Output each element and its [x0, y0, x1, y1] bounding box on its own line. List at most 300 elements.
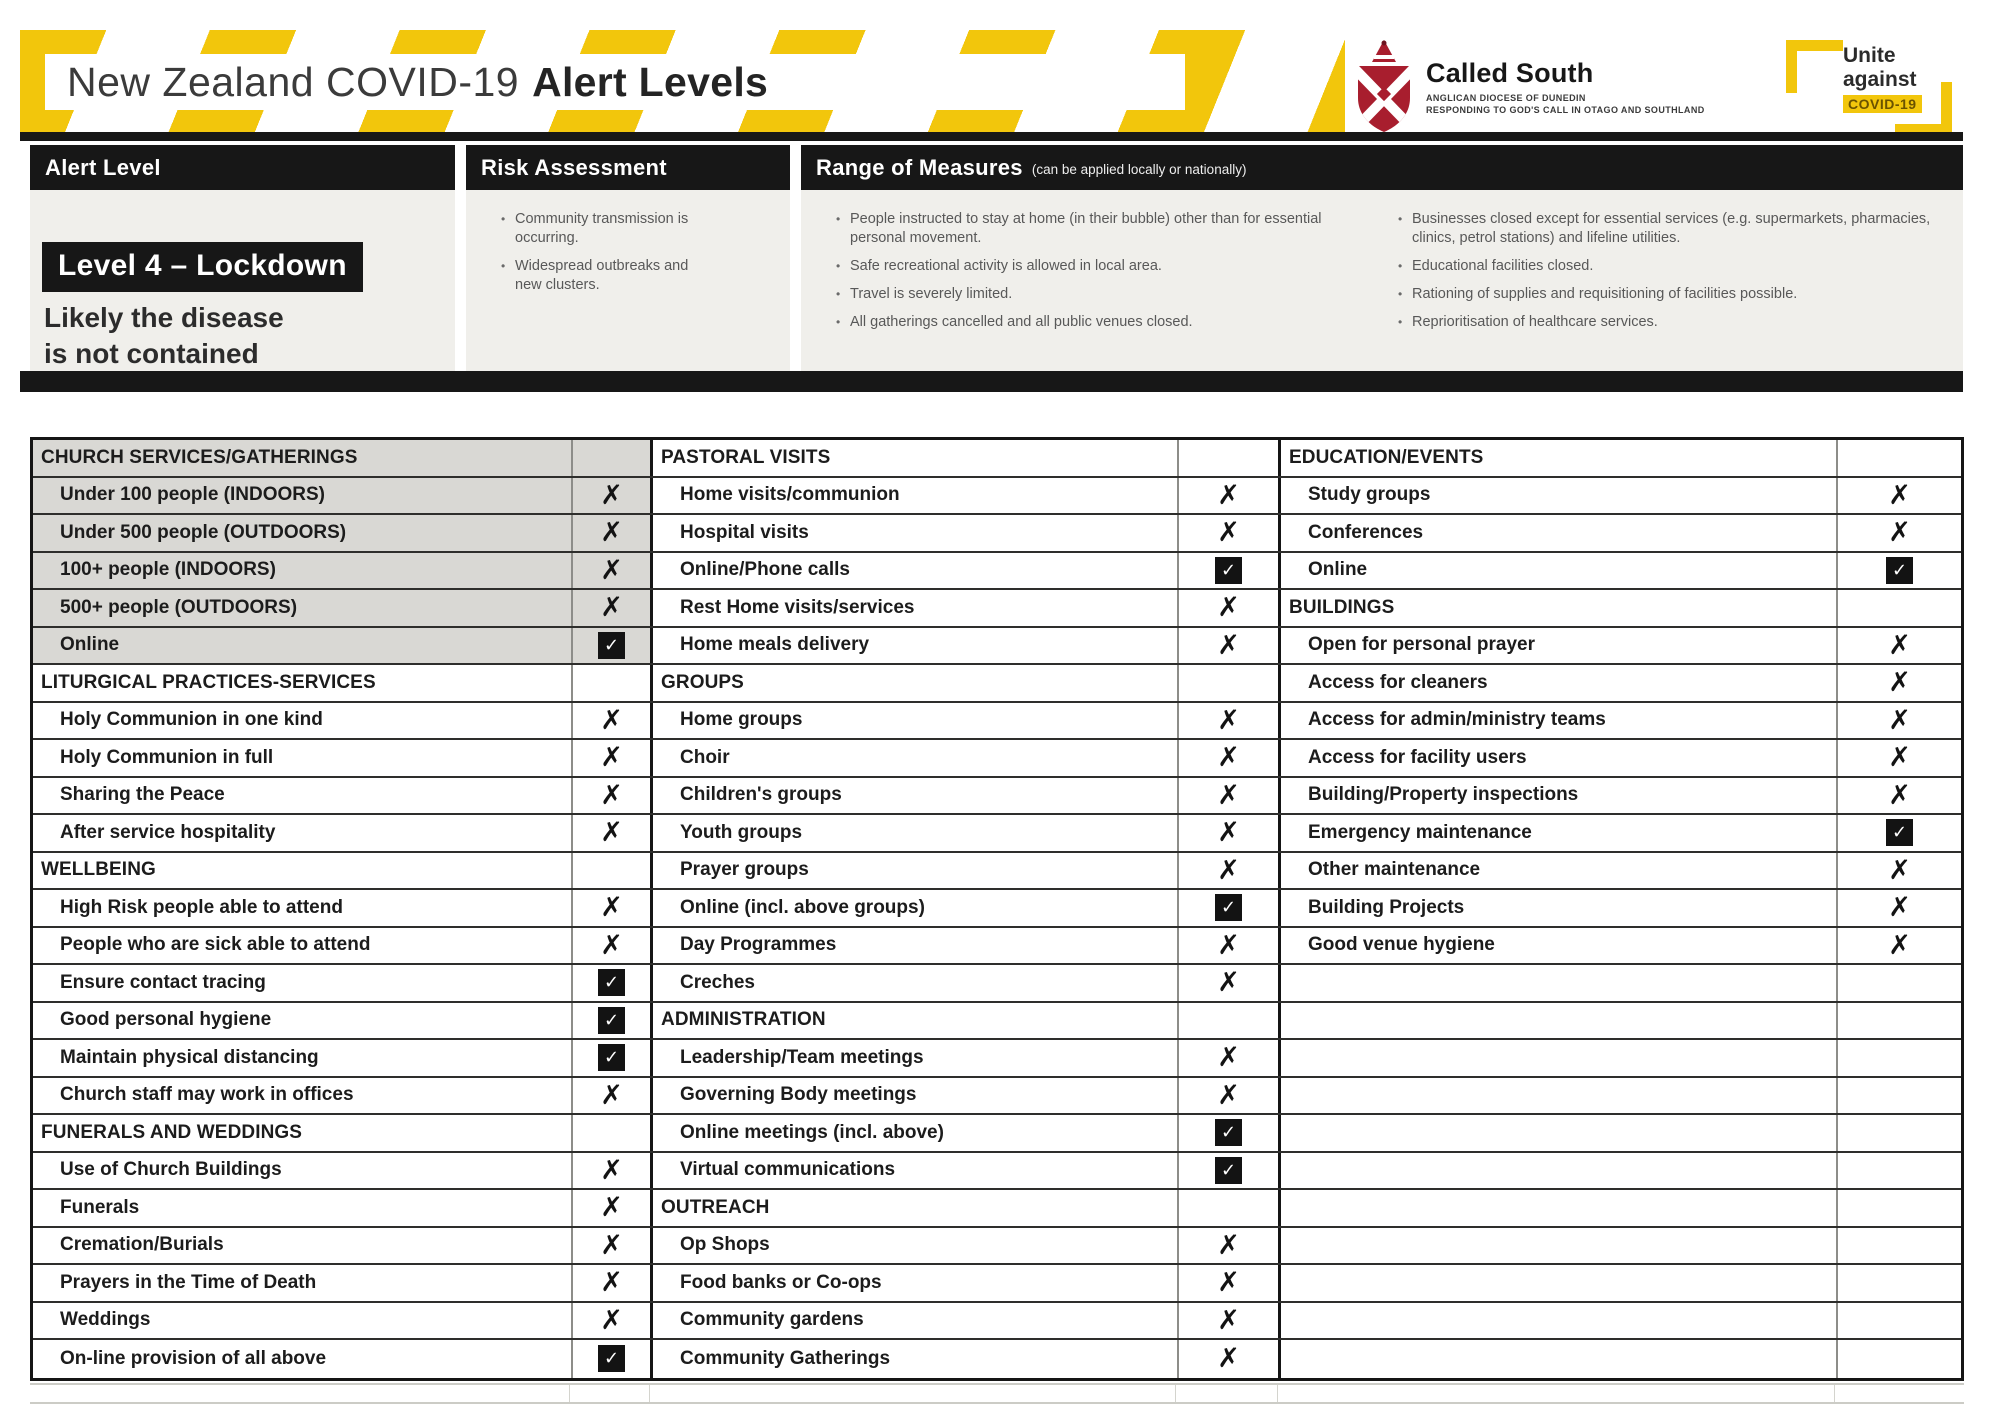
check-mark-icon: ✓: [598, 969, 625, 996]
mark-cell: [573, 665, 653, 701]
table-row: [33, 965, 653, 1003]
table-row: [653, 965, 1281, 1003]
risk-assessment-header-bar: [466, 145, 790, 190]
mark-cell: [1838, 778, 1961, 814]
bullet-item: • All gatherings cancelled and all public venues closed.: [835, 313, 1360, 332]
table-row: [653, 590, 1281, 628]
unite-against-covid-logo: [1786, 40, 1952, 135]
table-section-row: [653, 440, 1281, 478]
mark-cell: [573, 1340, 653, 1378]
table-empty-row: [1281, 1303, 1961, 1341]
table-bottom-fragment: [30, 1383, 1964, 1404]
mark-cell: [573, 553, 653, 589]
called-south-sub1: ANGLICAN DIOCESE OF DUNEDIN: [1426, 93, 1586, 103]
risk-assessment-panel: [466, 190, 790, 371]
mark-cell: [1179, 1228, 1281, 1264]
x-mark-icon: ✗: [1217, 517, 1240, 549]
item-label: Leadership/Team meetings: [653, 1040, 1179, 1076]
check-mark-icon: ✓: [598, 1044, 625, 1071]
table-row: [33, 1190, 653, 1228]
x-mark-icon: ✗: [1217, 1343, 1240, 1375]
item-label: 100+ people (INDOORS): [33, 553, 573, 589]
mark-cell: [1179, 778, 1281, 814]
table-row: [653, 553, 1281, 591]
page-title-regular: New Zealand COVID-19: [67, 58, 520, 105]
item-label: Online: [1281, 553, 1838, 589]
x-mark-icon: ✗: [1217, 1304, 1240, 1336]
x-mark-icon: ✗: [600, 1154, 623, 1186]
mark-cell: [1179, 1078, 1281, 1114]
table-row: [653, 478, 1281, 516]
mark-cell: [1179, 815, 1281, 851]
item-label: Access for cleaners: [1281, 665, 1838, 701]
mark-cell: [1838, 1340, 1961, 1378]
table-row: [1281, 815, 1961, 853]
item-label: Ensure contact tracing: [33, 965, 573, 1001]
alert-level-header-bar: [30, 145, 455, 190]
called-south-sub2: RESPONDING TO GOD'S CALL IN OTAGO AND SOUTHLAND: [1426, 105, 1705, 115]
mark-cell: [573, 853, 653, 889]
item-label: Rest Home visits/services: [653, 590, 1179, 626]
level-description-line2: is not contained: [44, 338, 259, 369]
bullet-item: • Widespread outbreaks and new clusters.: [500, 257, 712, 295]
mark-cell: [573, 703, 653, 739]
table-row: [33, 1265, 653, 1303]
item-label: Sharing the Peace: [33, 778, 573, 814]
item-label: On-line provision of all above: [33, 1340, 573, 1378]
empty-label: [1281, 1115, 1838, 1151]
measures-right-list: [1397, 210, 1947, 341]
item-label: Prayer groups: [653, 853, 1179, 889]
mark-cell: [573, 628, 653, 664]
x-mark-icon: ✗: [600, 479, 623, 511]
item-label: High Risk people able to attend: [33, 890, 573, 926]
mark-cell: [573, 1228, 653, 1264]
range-of-measures-panel: [801, 190, 1963, 371]
table-row: [33, 815, 653, 853]
item-label: Community gardens: [653, 1303, 1179, 1339]
x-mark-icon: ✗: [1217, 479, 1240, 511]
section-title: BUILDINGS: [1281, 590, 1838, 626]
table-row: [1281, 853, 1961, 891]
x-mark-icon: ✗: [1217, 967, 1240, 999]
mark-cell: [1838, 890, 1961, 926]
x-mark-icon: ✗: [600, 1304, 623, 1336]
mark-cell: [1838, 553, 1961, 589]
item-label: Holy Communion in one kind: [33, 703, 573, 739]
mark-cell: [573, 478, 653, 514]
mark-cell: [573, 515, 653, 551]
item-label: After service hospitality: [33, 815, 573, 851]
mark-cell: [1838, 1190, 1961, 1226]
x-mark-icon: ✗: [600, 517, 623, 549]
mark-cell: [573, 815, 653, 851]
mark-cell: [1838, 628, 1961, 664]
item-label: Youth groups: [653, 815, 1179, 851]
mark-cell: [573, 1265, 653, 1301]
x-mark-icon: ✗: [600, 817, 623, 849]
mark-cell: [1179, 1040, 1281, 1076]
x-mark-icon: ✗: [600, 892, 623, 924]
unite-line2: against: [1843, 68, 1917, 91]
table-row: [653, 703, 1281, 741]
table-section-row: [1281, 440, 1961, 478]
called-south-logo: [1352, 38, 1772, 134]
item-label: Community Gatherings: [653, 1340, 1179, 1378]
table-section-row: [33, 665, 653, 703]
x-mark-icon: ✗: [600, 779, 623, 811]
mark-cell: [1179, 1115, 1281, 1151]
table-empty-row: [1281, 1040, 1961, 1078]
table-row: [1281, 928, 1961, 966]
check-mark-icon: ✓: [1886, 557, 1913, 584]
mark-cell: [1838, 1228, 1961, 1264]
x-mark-icon: ✗: [1888, 704, 1911, 736]
table-section-row: [33, 440, 653, 478]
item-label: Home groups: [653, 703, 1179, 739]
check-mark-icon: ✓: [598, 1007, 625, 1034]
range-of-measures-header-label: Range of Measures: [816, 154, 1023, 180]
mark-cell: [573, 1115, 653, 1151]
table-row: [33, 1340, 653, 1378]
mark-cell: [1179, 1340, 1281, 1378]
mark-cell: [1838, 740, 1961, 776]
item-label: Day Programmes: [653, 928, 1179, 964]
table-section-row: [653, 1003, 1281, 1041]
header-stripes: [20, 30, 1345, 134]
x-mark-icon: ✗: [1888, 929, 1911, 961]
mark-cell: [573, 965, 653, 1001]
section-title: ADMINISTRATION: [653, 1003, 1179, 1039]
check-mark-icon: ✓: [598, 632, 625, 659]
divider-bar-top: [20, 132, 1963, 141]
x-mark-icon: ✗: [600, 1079, 623, 1111]
table-row: [33, 928, 653, 966]
mark-cell: [1179, 965, 1281, 1001]
mark-cell: [1179, 1153, 1281, 1189]
section-title: EDUCATION/EVENTS: [1281, 440, 1838, 476]
table-row: [653, 628, 1281, 666]
mark-cell: [573, 1190, 653, 1226]
measures-left-list: [835, 210, 1360, 341]
item-label: Online: [33, 628, 573, 664]
x-mark-icon: ✗: [600, 554, 623, 586]
range-of-measures-header-bar: [801, 145, 1963, 190]
table-row: [33, 628, 653, 666]
item-label: Under 100 people (INDOORS): [33, 478, 573, 514]
item-label: Emergency maintenance: [1281, 815, 1838, 851]
x-mark-icon: ✗: [1217, 1267, 1240, 1299]
table-row: [653, 515, 1281, 553]
x-mark-icon: ✗: [1217, 817, 1240, 849]
item-label: Children's groups: [653, 778, 1179, 814]
item-label: Under 500 people (OUTDOORS): [33, 515, 573, 551]
level-description: [44, 300, 284, 372]
table-empty-row: [1281, 1228, 1961, 1266]
mark-cell: [573, 778, 653, 814]
x-mark-icon: ✗: [1888, 892, 1911, 924]
x-mark-icon: ✗: [600, 1267, 623, 1299]
x-mark-icon: ✗: [1217, 1079, 1240, 1111]
empty-label: [1281, 1303, 1838, 1339]
mark-cell: [1179, 478, 1281, 514]
called-south-name: Called South: [1426, 58, 1594, 88]
risk-bullet-list: [500, 210, 712, 304]
table-row: [653, 815, 1281, 853]
check-mark-icon: ✓: [1215, 894, 1242, 921]
mark-cell: [1179, 590, 1281, 626]
empty-label: [1281, 1078, 1838, 1114]
x-mark-icon: ✗: [1217, 854, 1240, 886]
table-empty-row: [1281, 1003, 1961, 1041]
item-label: Virtual communications: [653, 1153, 1179, 1189]
table-row: [33, 1078, 653, 1116]
table-row: [33, 590, 653, 628]
mark-cell: [1179, 1303, 1281, 1339]
x-mark-icon: ✗: [1888, 629, 1911, 661]
bullet-item: • Educational facilities closed.: [1397, 257, 1947, 276]
mark-cell: [1179, 703, 1281, 739]
mark-cell: [1179, 1190, 1281, 1226]
table-row: [653, 853, 1281, 891]
mark-cell: [1179, 553, 1281, 589]
mark-cell: [573, 440, 653, 476]
empty-label: [1281, 965, 1838, 1001]
range-of-measures-header-note: (can be applied locally or nationally): [1031, 162, 1247, 177]
x-mark-icon: ✗: [600, 1229, 623, 1261]
table-row: [653, 1040, 1281, 1078]
section-title: WELLBEING: [33, 853, 573, 889]
item-label: Op Shops: [653, 1228, 1179, 1264]
table-row: [1281, 553, 1961, 591]
called-south-text: [1426, 58, 1705, 116]
mark-cell: [1838, 1040, 1961, 1076]
item-label: Governing Body meetings: [653, 1078, 1179, 1114]
item-label: Building Projects: [1281, 890, 1838, 926]
item-label: Home visits/communion: [653, 478, 1179, 514]
table-column-pastoral: [653, 440, 1281, 1378]
x-mark-icon: ✗: [600, 592, 623, 624]
item-label: Online/Phone calls: [653, 553, 1179, 589]
item-label: Study groups: [1281, 478, 1838, 514]
x-mark-icon: ✗: [1217, 629, 1240, 661]
item-label: People who are sick able to attend: [33, 928, 573, 964]
mark-cell: [573, 890, 653, 926]
mark-cell: [1179, 440, 1281, 476]
x-mark-icon: ✗: [1217, 1229, 1240, 1261]
table-empty-row: [1281, 965, 1961, 1003]
check-mark-icon: ✓: [1886, 819, 1913, 846]
table-row: [653, 1228, 1281, 1266]
table-row: [1281, 628, 1961, 666]
empty-label: [1281, 1340, 1838, 1378]
level-description-line1: Likely the disease: [44, 302, 284, 333]
x-mark-icon: ✗: [1888, 479, 1911, 511]
item-label: Prayers in the Time of Death: [33, 1265, 573, 1301]
item-label: 500+ people (OUTDOORS): [33, 590, 573, 626]
x-mark-icon: ✗: [600, 742, 623, 774]
mark-cell: [573, 1153, 653, 1189]
table-section-row: [653, 1190, 1281, 1228]
table-row: [653, 1115, 1281, 1153]
bracket-top-left-icon: [1786, 40, 1843, 93]
table-row: [653, 1265, 1281, 1303]
x-mark-icon: ✗: [600, 704, 623, 736]
table-row: [1281, 703, 1961, 741]
item-label: Other maintenance: [1281, 853, 1838, 889]
mark-cell: [1838, 665, 1961, 701]
x-mark-icon: ✗: [600, 929, 623, 961]
mark-cell: [1838, 1153, 1961, 1189]
mark-cell: [573, 1003, 653, 1039]
x-mark-icon: ✗: [1888, 517, 1911, 549]
table-empty-row: [1281, 1190, 1961, 1228]
x-mark-icon: ✗: [600, 1192, 623, 1224]
x-mark-icon: ✗: [1888, 667, 1911, 699]
item-label: Access for facility users: [1281, 740, 1838, 776]
table-row: [653, 1078, 1281, 1116]
mark-cell: [1838, 815, 1961, 851]
section-title: CHURCH SERVICES/GATHERINGS: [33, 440, 573, 476]
table-column-education: [1281, 440, 1961, 1378]
table-row: [653, 1303, 1281, 1341]
called-south-subtitle: [1426, 92, 1705, 116]
unite-covid-chip: COVID-19: [1843, 95, 1922, 113]
item-label: Building/Property inspections: [1281, 778, 1838, 814]
table-row: [1281, 515, 1961, 553]
item-label: Home meals delivery: [653, 628, 1179, 664]
mark-cell: [1179, 628, 1281, 664]
table-row: [653, 740, 1281, 778]
called-south-crest-icon: [1352, 38, 1416, 134]
table-row: [33, 478, 653, 516]
page-title-bold: Alert Levels: [532, 58, 769, 105]
mark-cell: [1179, 515, 1281, 551]
item-label: Church staff may work in offices: [33, 1078, 573, 1114]
mark-cell: [1838, 515, 1961, 551]
item-label: Hospital visits: [653, 515, 1179, 551]
table-section-row: [33, 853, 653, 891]
mark-cell: [1838, 928, 1961, 964]
section-title: FUNERALS AND WEDDINGS: [33, 1115, 573, 1151]
x-mark-icon: ✗: [1217, 929, 1240, 961]
restrictions-table: [30, 437, 1964, 1381]
table-row: [33, 553, 653, 591]
unite-text: [1843, 44, 1922, 114]
mark-cell: [573, 1040, 653, 1076]
bullet-item: • Travel is severely limited.: [835, 285, 1360, 304]
mark-cell: [1838, 703, 1961, 739]
section-title: OUTREACH: [653, 1190, 1179, 1226]
x-mark-icon: ✗: [1217, 1042, 1240, 1074]
mark-cell: [1838, 590, 1961, 626]
empty-label: [1281, 1003, 1838, 1039]
table-row: [33, 1303, 653, 1341]
item-label: Creches: [653, 965, 1179, 1001]
item-label: Access for admin/ministry teams: [1281, 703, 1838, 739]
bullet-item: • People instructed to stay at home (in their bubble) other than for essential personal movement.: [835, 210, 1360, 248]
alert-level-panel: [30, 190, 455, 371]
x-mark-icon: ✗: [1217, 592, 1240, 624]
mark-cell: [1179, 740, 1281, 776]
table-row: [653, 928, 1281, 966]
bullet-item: • Safe recreational activity is allowed in local area.: [835, 257, 1360, 276]
bullet-item: • Reprioritisation of healthcare services.: [1397, 313, 1947, 332]
mark-cell: [573, 740, 653, 776]
x-mark-icon: ✗: [1888, 742, 1911, 774]
table-empty-row: [1281, 1340, 1961, 1378]
item-label: Food banks or Co-ops: [653, 1265, 1179, 1301]
table-row: [33, 778, 653, 816]
mark-cell: [1838, 853, 1961, 889]
mark-cell: [1179, 1003, 1281, 1039]
x-mark-icon: ✗: [1217, 779, 1240, 811]
x-mark-icon: ✗: [1888, 779, 1911, 811]
mark-cell: [1838, 965, 1961, 1001]
check-mark-icon: ✓: [1215, 557, 1242, 584]
item-label: Weddings: [33, 1303, 573, 1339]
item-label: Funerals: [33, 1190, 573, 1226]
table-row: [1281, 478, 1961, 516]
table-section-row: [1281, 590, 1961, 628]
table-row: [1281, 890, 1961, 928]
mark-cell: [573, 1303, 653, 1339]
mark-cell: [1179, 665, 1281, 701]
table-row: [33, 1003, 653, 1041]
mark-cell: [1179, 890, 1281, 926]
item-label: Maintain physical distancing: [33, 1040, 573, 1076]
divider-bar-bottom: [20, 371, 1963, 392]
mark-cell: [1838, 440, 1961, 476]
empty-label: [1281, 1040, 1838, 1076]
table-empty-row: [1281, 1078, 1961, 1116]
alert-level-header-label: Alert Level: [45, 154, 161, 180]
check-mark-icon: ✓: [598, 1345, 625, 1372]
table-row: [33, 703, 653, 741]
table-empty-row: [1281, 1153, 1961, 1191]
mark-cell: [573, 590, 653, 626]
table-section-row: [653, 665, 1281, 703]
empty-label: [1281, 1190, 1838, 1226]
table-row: [33, 890, 653, 928]
table-section-row: [33, 1115, 653, 1153]
table-row: [1281, 665, 1961, 703]
table-row: [653, 1340, 1281, 1378]
mark-cell: [1838, 1265, 1961, 1301]
empty-label: [1281, 1228, 1838, 1264]
bullet-item: • Businesses closed except for essential services (e.g. supermarkets, pharmacies, clinics, petrol stations) and lifeline utilities.: [1397, 210, 1947, 248]
empty-label: [1281, 1153, 1838, 1189]
table-column-church: [33, 440, 653, 1378]
x-mark-icon: ✗: [1888, 854, 1911, 886]
mark-cell: [1179, 853, 1281, 889]
x-mark-icon: ✗: [1217, 742, 1240, 774]
table-empty-row: [1281, 1115, 1961, 1153]
level-badge: Level 4 – Lockdown: [42, 242, 363, 292]
item-label: Use of Church Buildings: [33, 1153, 573, 1189]
item-label: Online meetings (incl. above): [653, 1115, 1179, 1151]
table-row: [33, 1040, 653, 1078]
check-mark-icon: ✓: [1215, 1157, 1242, 1184]
section-title: PASTORAL VISITS: [653, 440, 1179, 476]
table-row: [653, 890, 1281, 928]
table-row: [33, 740, 653, 778]
table-empty-row: [1281, 1265, 1961, 1303]
mark-cell: [1838, 1115, 1961, 1151]
table-row: [653, 1153, 1281, 1191]
item-label: Conferences: [1281, 515, 1838, 551]
table-row: [653, 778, 1281, 816]
